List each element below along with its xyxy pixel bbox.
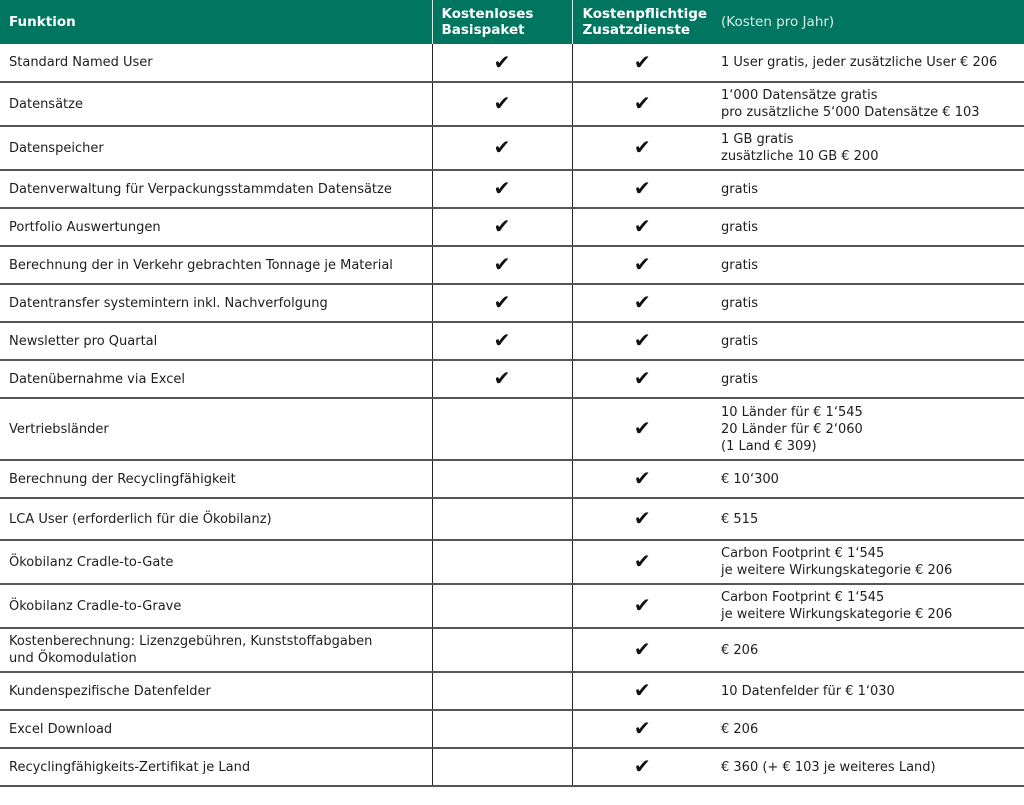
cost-line: gratis [721, 295, 759, 311]
cost-line: pro zusätzliche 5‘000 Datensätze € 103 [721, 105, 980, 120]
table-header [0, 0, 1024, 44]
basic-package-cell [432, 540, 572, 584]
header-paid-line1: Kostenpflichtige [582, 6, 708, 22]
cost-cell [712, 672, 1024, 710]
cost-cell [712, 748, 1024, 786]
checkmark-icon: ✔ [633, 252, 651, 276]
table-row [0, 748, 1024, 786]
cost-cell [712, 460, 1024, 498]
cost-line: je weitere Wirkungskategorie € 206 [721, 607, 953, 622]
header-paid-line2: Zusatzdienste [582, 22, 691, 38]
checkmark-icon: ✔ [493, 214, 511, 238]
checkmark-icon: ✔ [633, 290, 651, 314]
function-label: Portfolio Auswertungen [9, 219, 161, 235]
table-row [0, 628, 1024, 672]
paid-services-cell [572, 44, 712, 82]
cost-line: 1 GB gratis [721, 132, 794, 147]
basic-package-cell [432, 360, 572, 398]
paid-services-cell [572, 284, 712, 322]
paid-services-cell [572, 208, 712, 246]
function-cell [0, 82, 432, 126]
checkmark-icon: ✔ [633, 716, 651, 740]
paid-services-cell [572, 628, 712, 672]
table-row [0, 322, 1024, 360]
checkmark-icon: ✔ [633, 416, 651, 440]
function-cell [0, 628, 432, 672]
table-row [0, 44, 1024, 82]
paid-services-cell [572, 710, 712, 748]
paid-services-cell [572, 584, 712, 628]
cost-cell [712, 628, 1024, 672]
header-row [0, 0, 1024, 44]
checkmark-icon: ✔ [493, 252, 511, 276]
checkmark-icon: ✔ [493, 49, 511, 74]
cost-cell [712, 246, 1024, 284]
paid-services-cell [572, 82, 712, 126]
cost-cell [712, 360, 1024, 398]
table-body [0, 44, 1024, 786]
cost-cell [712, 498, 1024, 540]
basic-package-cell [432, 460, 572, 498]
header-cost-label: (Kosten pro Jahr) [721, 14, 835, 30]
function-label: Datenübernahme via Excel [9, 371, 185, 387]
cost-line: 10 Datenfelder für € 1‘030 [721, 683, 895, 699]
checkmark-icon: ✔ [633, 366, 651, 390]
checkmark-icon: ✔ [633, 549, 651, 573]
cost-line: 20 Länder für € 2‘060 [721, 421, 863, 437]
header-function-label: Funktion [9, 14, 76, 30]
checkmark-icon: ✔ [633, 49, 651, 74]
checkmark-icon: ✔ [633, 593, 651, 617]
function-cell [0, 44, 432, 82]
table-row [0, 672, 1024, 710]
paid-services-cell [572, 748, 712, 786]
header-basic-line2: Basispaket [441, 22, 525, 38]
function-label: Datenverwaltung für Verpackungsstammdaten Datensätze [9, 181, 392, 197]
basic-package-cell [432, 170, 572, 208]
table-row [0, 170, 1024, 208]
paid-services-cell [572, 246, 712, 284]
basic-package-cell [432, 126, 572, 170]
function-cell [0, 584, 432, 628]
cost-line: € 360 (+ € 103 je weiteres Land) [721, 759, 936, 775]
table-row [0, 460, 1024, 498]
function-label: Standard Named User [9, 55, 153, 70]
cost-cell [712, 82, 1024, 126]
cost-cell [712, 710, 1024, 748]
cost-line: gratis [721, 181, 759, 197]
table-row [0, 208, 1024, 246]
table-row [0, 126, 1024, 170]
function-label: Berechnung der in Verkehr gebrachten Tonnage je Material [9, 257, 393, 273]
function-cell [0, 208, 432, 246]
checkmark-icon: ✔ [493, 135, 511, 159]
header-function [0, 0, 432, 44]
cost-line: € 206 [721, 642, 759, 658]
header-paid-services [572, 0, 712, 44]
cost-line: Carbon Footprint € 1‘545 [721, 546, 885, 561]
cost-cell [712, 540, 1024, 584]
cost-cell [712, 44, 1024, 82]
cost-cell [712, 126, 1024, 170]
checkmark-icon: ✔ [493, 290, 511, 314]
checkmark-icon: ✔ [633, 637, 651, 661]
function-cell [0, 498, 432, 540]
cost-line: 1 User gratis, jeder zusätzliche User € 206 [721, 55, 998, 70]
function-label: Vertriebsländer [9, 421, 109, 437]
paid-services-cell [572, 126, 712, 170]
paid-services-cell [572, 398, 712, 460]
cost-line: € 206 [721, 721, 759, 737]
function-cell [0, 672, 432, 710]
basic-package-cell [432, 628, 572, 672]
function-label: Ökobilanz Cradle-to-Gate [9, 554, 174, 570]
function-cell [0, 748, 432, 786]
cost-cell [712, 170, 1024, 208]
basic-package-cell [432, 322, 572, 360]
basic-package-cell [432, 498, 572, 540]
basic-package-cell [432, 246, 572, 284]
cost-line: € 10‘300 [721, 471, 779, 487]
paid-services-cell [572, 460, 712, 498]
checkmark-icon: ✔ [493, 91, 511, 115]
checkmark-icon: ✔ [633, 91, 651, 115]
basic-package-cell [432, 584, 572, 628]
cost-cell [712, 398, 1024, 460]
checkmark-icon: ✔ [633, 678, 651, 702]
function-cell [0, 360, 432, 398]
function-label: Datensätze [9, 96, 83, 112]
header-basic-package [432, 0, 572, 44]
table-row [0, 398, 1024, 460]
basic-package-cell [432, 284, 572, 322]
function-cell [0, 322, 432, 360]
checkmark-icon: ✔ [633, 135, 651, 159]
basic-package-cell [432, 208, 572, 246]
function-label: Recyclingfähigkeits-Zertifikat je Land [9, 759, 251, 775]
cost-line: 1‘000 Datensätze gratis [721, 88, 878, 103]
paid-services-cell [572, 170, 712, 208]
function-label: Datenspeicher [9, 140, 104, 156]
cost-cell [712, 584, 1024, 628]
function-cell [0, 284, 432, 322]
basic-package-cell [432, 710, 572, 748]
checkmark-icon: ✔ [633, 466, 651, 490]
cost-line: gratis [721, 333, 759, 349]
cost-line: gratis [721, 371, 759, 387]
header-basic-line1: Kostenloses [441, 6, 534, 22]
function-label: LCA User (erforderlich für die Ökobilanz) [9, 511, 272, 527]
function-label: Excel Download [9, 721, 113, 737]
cost-cell [712, 284, 1024, 322]
checkmark-icon: ✔ [633, 328, 651, 352]
checkmark-icon: ✔ [633, 754, 651, 778]
function-cell [0, 246, 432, 284]
table-row [0, 584, 1024, 628]
checkmark-icon: ✔ [493, 366, 511, 390]
basic-package-cell [432, 672, 572, 710]
cost-cell [712, 322, 1024, 360]
function-label: Datentransfer systemintern inkl. Nachverfolgung [9, 295, 328, 311]
paid-services-cell [572, 322, 712, 360]
basic-package-cell [432, 82, 572, 126]
table-row [0, 82, 1024, 126]
cost-line: zusätzliche 10 GB € 200 [721, 149, 879, 164]
paid-services-cell [572, 672, 712, 710]
table-row [0, 360, 1024, 398]
table-row [0, 710, 1024, 748]
table-row [0, 284, 1024, 322]
cost-line: 10 Länder für € 1‘545 [721, 404, 863, 420]
basic-package-cell [432, 44, 572, 82]
basic-package-cell [432, 398, 572, 460]
function-cell [0, 710, 432, 748]
paid-services-cell [572, 360, 712, 398]
paid-services-cell [572, 498, 712, 540]
basic-package-cell [432, 748, 572, 786]
cost-line: € 515 [721, 511, 759, 527]
function-cell [0, 126, 432, 170]
function-label: Berechnung der Recyclingfähigkeit [9, 471, 236, 487]
function-cell [0, 460, 432, 498]
function-label: Ökobilanz Cradle-to-Grave [9, 598, 182, 614]
function-label: Kundenspezifische Datenfelder [9, 683, 211, 699]
checkmark-icon: ✔ [633, 214, 651, 238]
table-row [0, 540, 1024, 584]
cost-line: gratis [721, 257, 759, 273]
function-cell [0, 398, 432, 460]
table-row [0, 246, 1024, 284]
checkmark-icon: ✔ [493, 176, 511, 200]
paid-services-cell [572, 540, 712, 584]
cost-cell [712, 208, 1024, 246]
cost-line: gratis [721, 219, 759, 235]
checkmark-icon: ✔ [493, 328, 511, 352]
checkmark-icon: ✔ [633, 506, 651, 530]
function-label: Newsletter pro Quartal [9, 333, 158, 349]
function-label: Kostenberechnung: Lizenzgebühren, Kunststoffabgaben [9, 634, 373, 649]
function-cell [0, 170, 432, 208]
checkmark-icon: ✔ [633, 176, 651, 200]
header-cost-per-year [712, 0, 1024, 44]
function-cell [0, 540, 432, 584]
cost-line: (1 Land € 309) [721, 438, 817, 454]
cost-line: Carbon Footprint € 1‘545 [721, 590, 885, 605]
function-label: und Ökomodulation [9, 651, 137, 666]
cost-line: je weitere Wirkungskategorie € 206 [721, 563, 953, 578]
table-row [0, 498, 1024, 540]
